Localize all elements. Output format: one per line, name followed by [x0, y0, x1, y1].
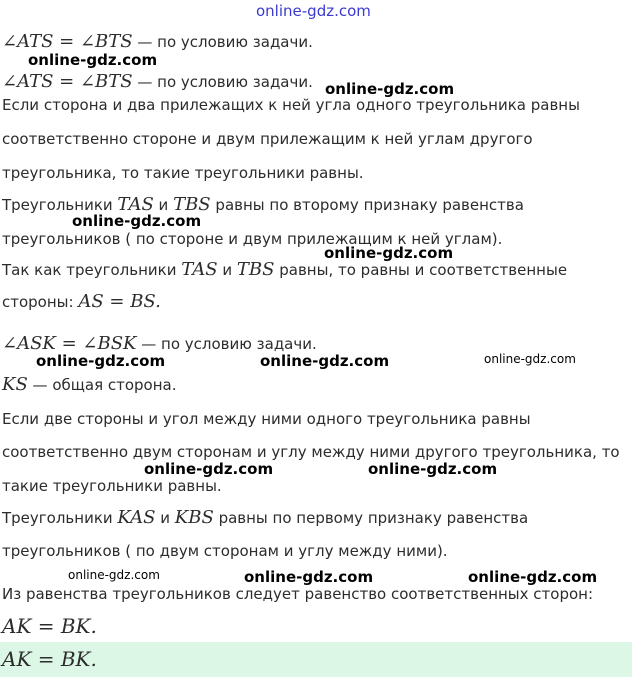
text-line-11 — [2, 375, 632, 395]
text-line-7: треугольников ( по стороне и двум прилежащим к ней углам). — [2, 230, 503, 248]
watermark: online-gdz.com — [68, 568, 160, 582]
math-expression: TAS — [117, 194, 154, 215]
text-line-2 — [2, 72, 632, 92]
answer-line: AK = BK. — [2, 614, 97, 638]
math-expression: TAS — [181, 259, 218, 280]
text-line-3: Если сторона и два прилежащих к ней угла одного треугольника равны — [2, 96, 580, 114]
text-line-15 — [2, 508, 632, 528]
math-expression: TBS — [173, 194, 211, 215]
text-line-10 — [2, 334, 632, 354]
line-text: — по условию задачи. — [136, 335, 317, 353]
text-line-4: соответственно стороне и двум прилежащим к ней углам другого — [2, 130, 533, 148]
line-text: стороны: — [2, 293, 79, 311]
watermark: online-gdz.com — [28, 51, 158, 69]
watermark: online-gdz.com — [368, 460, 498, 478]
line-text: и — [153, 196, 174, 214]
line-text: равны, то равны и соответственные — [274, 261, 568, 279]
math-expression: ∠ATS = ∠BTS — [2, 31, 133, 52]
math-expression: KAS — [117, 507, 156, 528]
math-expression: KBS — [174, 507, 214, 528]
line-text: — по условию задачи. — [132, 33, 313, 51]
text-line-13: соответственно двум сторонам и углу между ними другого треугольника, то — [2, 443, 620, 461]
watermark: online-gdz.com — [244, 568, 374, 586]
answer-line-highlighted: AK = BK. — [2, 647, 97, 671]
watermark: online-gdz.com — [256, 2, 371, 20]
text-line-1 — [2, 32, 632, 52]
line-text: Треугольники — [2, 196, 118, 214]
text-line-14: такие треугольники равны. — [2, 477, 222, 495]
watermark: online-gdz.com — [72, 212, 202, 230]
watermark: online-gdz.com — [325, 80, 455, 98]
math-expression: TBS — [236, 259, 275, 280]
math-expression: ∠ATS = ∠BTS — [2, 71, 133, 92]
line-text: Треугольники — [2, 509, 118, 527]
text-line-5: треугольника, то такие треугольники равны. — [2, 164, 364, 182]
watermark: online-gdz.com — [484, 352, 576, 366]
text-line-9 — [2, 292, 632, 312]
line-text: — по условию задачи. — [132, 73, 313, 91]
line-text: — общая сторона. — [27, 376, 177, 394]
math-expression: AS = BS. — [78, 291, 161, 312]
line-text: и — [217, 261, 237, 279]
line-text: равны по первому признаку равенства — [213, 509, 529, 527]
math-expression: ∠ASK = ∠BSK — [2, 333, 137, 354]
text-line-16: треугольников ( по двум сторонам и углу между ними). — [2, 542, 448, 560]
line-text: Так как треугольники — [2, 261, 182, 279]
math-expression: KS — [2, 374, 28, 395]
watermark: online-gdz.com — [468, 568, 598, 586]
text-line-17: Из равенства треугольников следует равенство соответственных сторон: — [2, 585, 594, 603]
watermark: online-gdz.com — [144, 460, 274, 478]
watermark: online-gdz.com — [36, 352, 166, 370]
watermark: online-gdz.com — [324, 244, 454, 262]
text-line-12: Если две стороны и угол между ними одного треугольника равны — [2, 410, 531, 428]
line-text: равны по второму признаку равенства — [210, 196, 524, 214]
watermark: online-gdz.com — [260, 352, 390, 370]
line-text: и — [155, 509, 175, 527]
text-line-8 — [2, 260, 632, 280]
